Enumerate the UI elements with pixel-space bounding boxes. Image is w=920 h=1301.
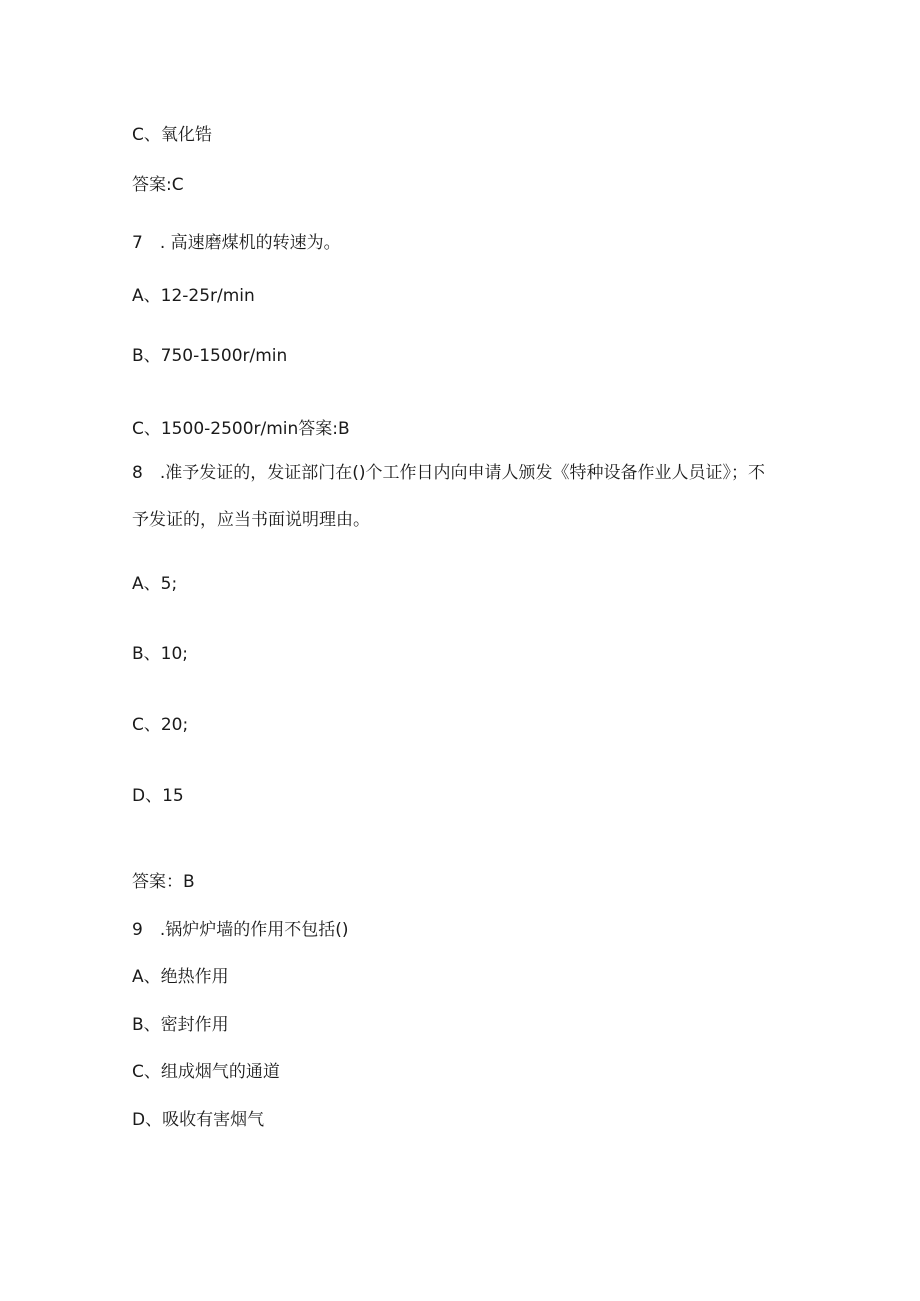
- q8-stem-line1: 8 .准予发证的，发证部门在()个工作日内向申请人颁发《特种设备作业人员证》；不: [132, 463, 765, 483]
- q8-stem-line2: 予发证的，应当书面说明理由。: [132, 510, 370, 530]
- q9-option-c: C、组成烟气的通道: [132, 1062, 280, 1082]
- q9-option-b: B、密封作用: [132, 1015, 229, 1035]
- q8-option-d: D、15: [132, 786, 184, 806]
- prev-answer: 答案:C: [132, 175, 184, 195]
- q9-option-d: D、吸收有害烟气: [132, 1110, 265, 1130]
- q7-option-c-answer: C、1500-2500r/min答案:B: [132, 419, 350, 439]
- q8-option-b: B、10;: [132, 644, 189, 664]
- q7-option-a: A、12-25r/min: [132, 286, 255, 306]
- q7-option-b: B、750-1500r/min: [132, 346, 288, 366]
- q8-option-c: C、20;: [132, 715, 189, 735]
- q8-answer: 答案：B: [132, 872, 195, 892]
- q9-stem: 9 .锅炉炉墙的作用不包括(): [132, 920, 349, 940]
- q8-option-a: A、5;: [132, 574, 178, 594]
- q7-stem: 7 . 高速磨煤机的转速为。: [132, 233, 341, 253]
- prev-option-c: C、氧化锆: [132, 125, 212, 145]
- q9-option-a: A、绝热作用: [132, 967, 229, 987]
